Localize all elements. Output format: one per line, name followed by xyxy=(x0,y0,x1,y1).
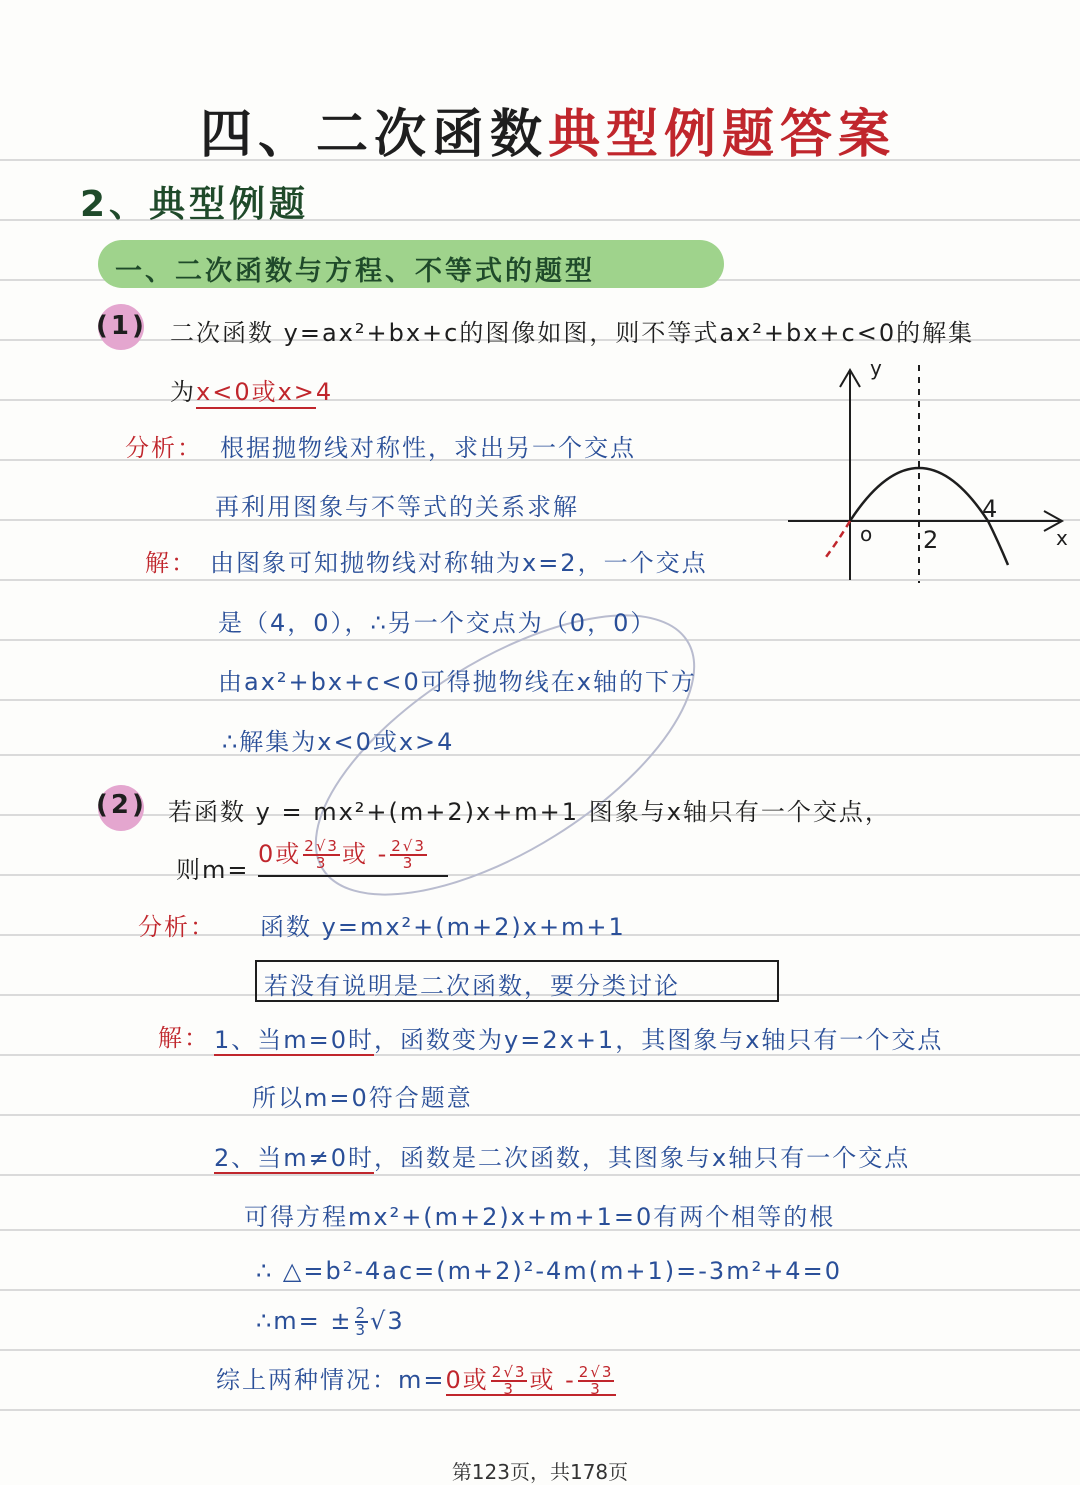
q2-answer-den: 3 xyxy=(315,854,328,872)
q2-number: (2) xyxy=(96,790,147,820)
q2-conclusion-fraction-2 xyxy=(578,1365,615,1397)
q2-conclusion-den: 3 xyxy=(503,1380,515,1398)
q2-answer-fraction xyxy=(303,839,340,871)
section-heading: 2、典型例题 xyxy=(80,184,310,225)
q2-conclusion-fraction xyxy=(491,1365,528,1397)
q2-case2-text: ，函数是二次函数，其图象与x轴只有一个交点 xyxy=(374,1144,911,1172)
q1-solution-line4: ∴解集为x<0或x>4 xyxy=(222,728,455,756)
title-black: 四、二次函数 xyxy=(200,105,549,165)
q1-analysis-line1: 根据抛物线对称性，求出另一个交点 xyxy=(220,434,636,462)
page-title xyxy=(200,92,896,167)
q2-answer xyxy=(258,834,448,877)
q2-case1-label: 1、当m=0时 xyxy=(214,1026,375,1054)
q2-conclusion-answer xyxy=(445,1363,617,1398)
q2-case2 xyxy=(214,1138,910,1173)
q2-answer-num-2: 2√3 xyxy=(391,837,426,855)
title-red: 典型例题答案 xyxy=(548,105,897,165)
q1-solution-line2: 是（4，0），∴另一个交点为（0，0） xyxy=(218,609,657,637)
q2-case2-line4 xyxy=(256,1306,405,1338)
q2-answer-den-2: 3 xyxy=(402,854,415,872)
q2-answer-prefix: 则m= xyxy=(176,856,250,884)
parabola-graph xyxy=(780,355,1080,590)
q2-conclusion-zero: 0或 xyxy=(445,1366,489,1394)
q2-conclusion xyxy=(216,1360,616,1397)
q1-analysis-line2: 再利用图象与不等式的关系求解 xyxy=(215,493,579,521)
q2-case2-line2: 可得方程mx²+(m+2)x+m+1=0有两个相等的根 xyxy=(244,1203,836,1231)
origin-label: o xyxy=(860,522,873,546)
q2-solution-label: 解： xyxy=(158,1024,210,1052)
q2-case1-text: ，函数变为y=2x+1，其图象与x轴只有一个交点 xyxy=(374,1026,944,1054)
q2-conclusion-or: 或 - xyxy=(529,1366,576,1394)
q1-solution-line3: 由ax²+bx+c<0可得抛物线在x轴的下方 xyxy=(218,668,697,696)
q1-solution-line1: 由图象可知抛物线对称轴为x=2，一个交点 xyxy=(210,549,708,577)
x-axis-label: x xyxy=(1056,526,1068,550)
y-axis-label: y xyxy=(870,356,882,380)
q2-case2-line4-num: 2 xyxy=(355,1304,368,1322)
tick-4-label: 4 xyxy=(982,495,998,523)
q2-case2-line4-den: 3 xyxy=(355,1321,368,1339)
q1-solution-label: 解： xyxy=(145,549,197,577)
q2-case2-line4-fraction xyxy=(355,1306,369,1338)
q1-answer-prefix: 为 xyxy=(170,378,196,406)
q2-answer-num: 2√3 xyxy=(304,837,339,855)
q2-answer-or: 或 - xyxy=(341,840,389,868)
q2-question: 若函数 y = mx²+(m+2)x+m+1 图象与x轴只有一个交点， xyxy=(168,798,891,826)
topic-heading: 一、二次函数与方程、不等式的题型 xyxy=(115,256,595,287)
note-box-text: 若没有说明是二次函数，要分类讨论 xyxy=(264,972,680,1000)
q2-conclusion-label: 综上两种情况： xyxy=(216,1366,398,1394)
q2-analysis-label: 分析： xyxy=(138,913,216,941)
q2-analysis-text: 函数 y=mx²+(m+2)x+m+1 xyxy=(260,913,626,941)
q1-answer: x<0或x>4 xyxy=(196,372,316,409)
q2-conclusion-m: m= xyxy=(398,1366,446,1394)
q2-case2-line4-prefix: ∴m= ± xyxy=(256,1307,353,1335)
q2-case1-line2: 所以m=0符合题意 xyxy=(252,1084,473,1112)
q1-analysis-label: 分析： xyxy=(125,434,203,462)
tick-2-label: 2 xyxy=(923,526,939,554)
parabola-extension xyxy=(826,521,850,557)
q2-conclusion-num: 2√3 xyxy=(491,1363,527,1381)
q2-answer-zero: 0或 xyxy=(258,840,302,868)
q1-number: (1) xyxy=(96,311,147,341)
q2-case2-label: 2、当m≠0时 xyxy=(214,1144,375,1172)
q2-case1 xyxy=(214,1020,943,1055)
q2-conclusion-num-2: 2√3 xyxy=(578,1363,614,1381)
q2-case2-line4-suffix: √3 xyxy=(370,1307,405,1335)
q1-question: 二次函数 y=ax²+bx+c的图像如图，则不等式ax²+bx+c<0的解集 xyxy=(170,319,975,347)
q2-case2-line3: ∴ △=b²-4ac=(m+2)²-4m(m+1)=-3m²+4=0 xyxy=(256,1257,842,1285)
q2-conclusion-den-2: 3 xyxy=(590,1380,602,1398)
q2-answer-fraction-2 xyxy=(390,839,427,871)
page-footer: 第123页，共178页 xyxy=(451,1460,629,1484)
